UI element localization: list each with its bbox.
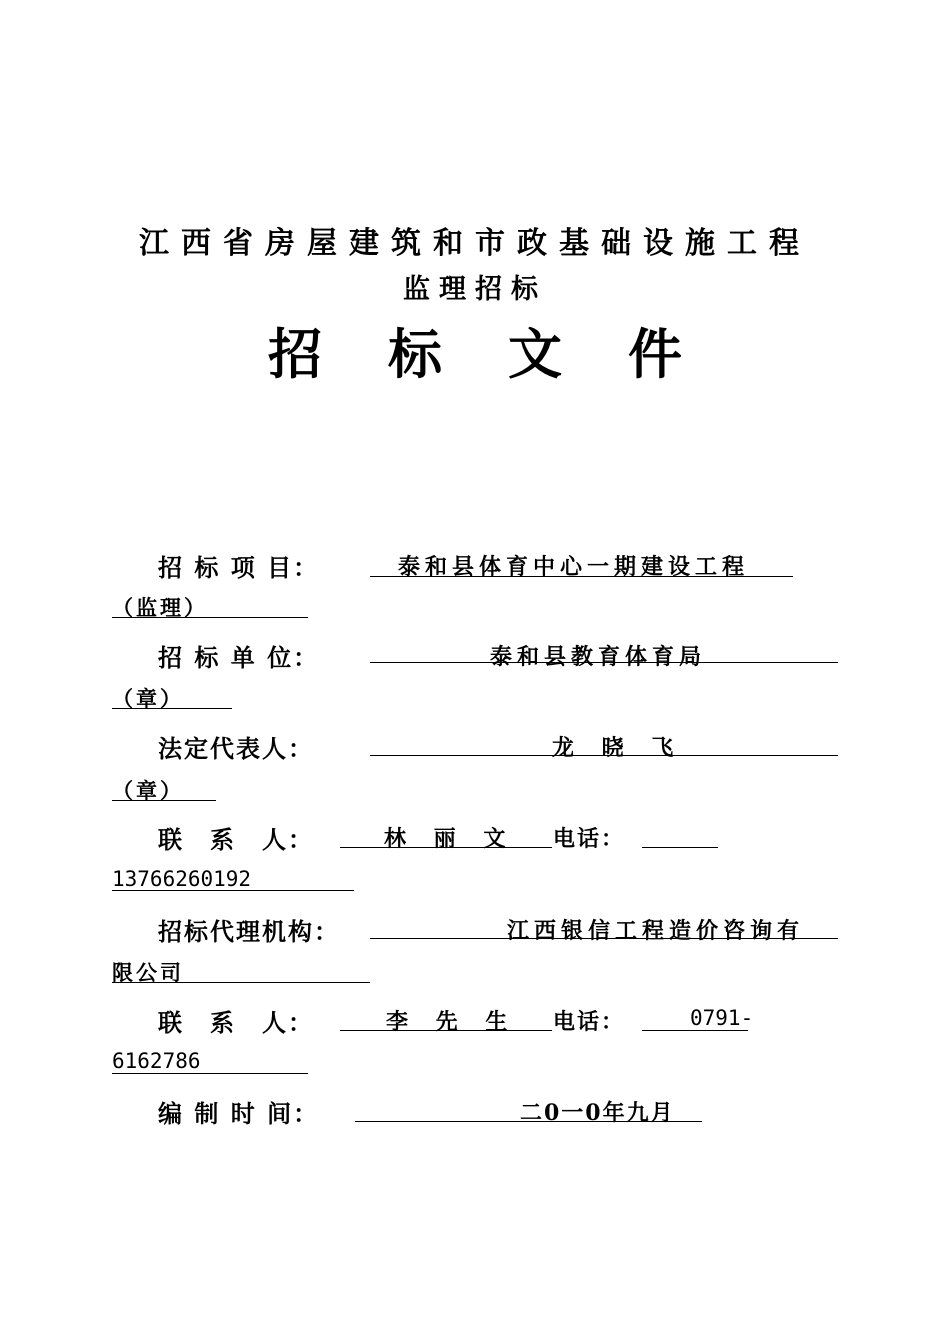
- contact-2-phone-part-2-underline: [112, 1073, 308, 1074]
- agency-label: 招标代理机构：: [158, 917, 340, 946]
- contact-2-phone-underline: [642, 1030, 748, 1031]
- contact-1-name: 林 丽 文: [384, 826, 516, 852]
- legal-rep-continuation: （章）: [112, 778, 184, 803]
- legal-rep-label: 法定代表人：: [158, 734, 314, 763]
- title-line-1: 江西省房屋建筑和市政基础设施工程: [139, 226, 811, 261]
- document-main-title: 招标文件: [268, 322, 748, 386]
- contact-2-phone-part-2: 6162786: [112, 1049, 201, 1073]
- contact-2-label: 联 系 人：: [158, 1008, 314, 1037]
- project-value: 泰和县体育中心一期建设工程: [398, 554, 750, 580]
- tenderer-label: 招 标 单 位：: [158, 643, 320, 672]
- tenderer-value: 泰和县教育体育局: [490, 644, 707, 670]
- legal-rep-underline: [370, 755, 838, 756]
- contact-2-name: 李 先 生: [386, 1009, 518, 1035]
- legal-rep-continuation-underline: [112, 800, 216, 801]
- contact-2-phone-label: 电话：: [553, 1009, 626, 1035]
- contact-2-underline: [340, 1030, 552, 1031]
- date-value: 二0一0年九月: [520, 1100, 675, 1126]
- contact-1-phone-value-underline: [112, 890, 354, 891]
- project-continuation: （监理）: [112, 595, 208, 620]
- contact-1-phone-label: 电话：: [553, 826, 626, 852]
- contact-1-underline: [340, 847, 552, 848]
- project-continuation-underline: [112, 617, 308, 618]
- agency-underline: [370, 938, 838, 939]
- contact-2-phone-part-1: 0791-: [690, 1006, 754, 1030]
- project-label: 招 标 项 目：: [158, 553, 320, 582]
- agency-continuation: 限公司: [112, 960, 184, 985]
- legal-rep-value: 龙 晓 飞: [552, 735, 684, 761]
- date-label: 编 制 时 间：: [158, 1099, 320, 1128]
- tenderer-underline: [370, 662, 838, 663]
- agency-continuation-underline: [112, 982, 370, 983]
- tenderer-continuation-underline: [112, 708, 232, 709]
- title-line-2: 监理招标: [403, 274, 547, 305]
- contact-1-phone-underline: [642, 847, 718, 848]
- agency-value: 江西银信工程造价咨询有: [507, 918, 805, 944]
- project-underline: [370, 576, 793, 577]
- date-underline: [355, 1121, 702, 1122]
- tenderer-continuation: （章）: [112, 686, 184, 711]
- contact-1-phone-value: 13766260192: [112, 867, 252, 891]
- contact-1-label: 联 系 人：: [158, 825, 314, 854]
